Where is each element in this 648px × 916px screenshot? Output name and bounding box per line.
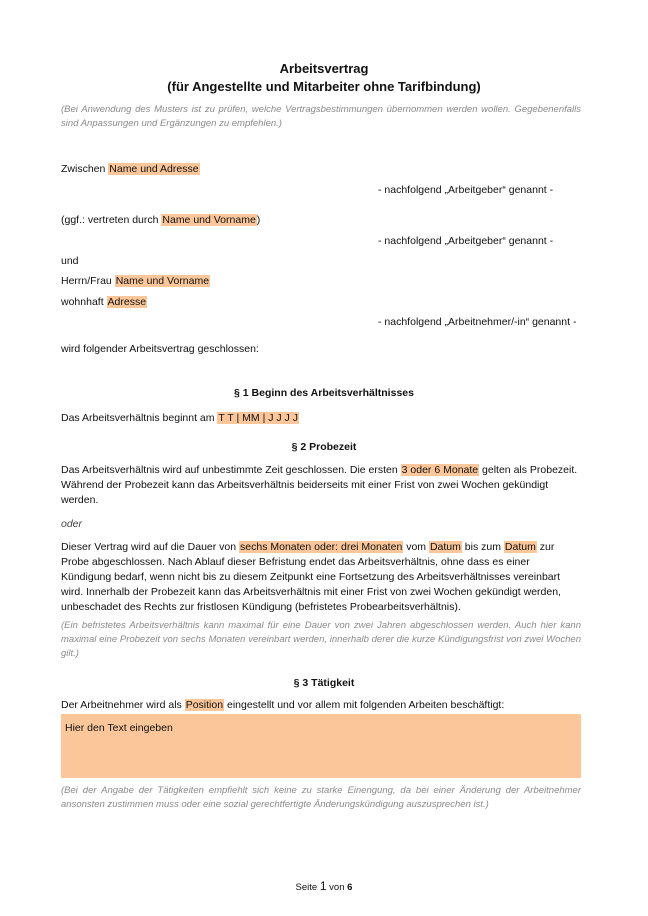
- intro-note: (Bei Anwendung des Musters ist zu prüfen, welche Vertragsbestimmungen übernommen werden wollen. Gegebenenfalls sind Anpassungen und Ergänzungen zu empfehlen.): [61, 104, 581, 129]
- represented-suffix: ): [256, 214, 261, 226]
- fixed-term-duration-field[interactable]: sechs Monaten oder: drei Monaten: [240, 541, 403, 553]
- section1-heading: § 1 Beginn des Arbeitsverhältnisses: [234, 387, 414, 399]
- employer-name-address-field[interactable]: Name und Adresse: [109, 163, 199, 175]
- residence-line: [61, 295, 581, 310]
- p2-text-a: Dieser Vertrag wird auf die Dauer von: [61, 541, 240, 553]
- person-prefix: Herrn/Frau: [61, 275, 115, 287]
- start-date-field[interactable]: T T | MM | J J J J: [218, 412, 298, 424]
- section2-paragraph-1: [61, 463, 581, 508]
- section2-heading: § 2 Probezeit: [291, 441, 357, 453]
- page-footer: [0, 879, 648, 893]
- probation-duration-field[interactable]: 3 oder 6 Monate: [401, 464, 479, 476]
- page-current: 1: [319, 879, 327, 893]
- and-text: und: [61, 255, 79, 267]
- section1-text: [61, 411, 581, 426]
- page-total: 6: [347, 882, 353, 893]
- between-line: [61, 162, 581, 177]
- or-text: oder: [61, 518, 83, 530]
- section2-note: (Ein befristetes Arbeitsverhältnis kann maximal für eine Dauer von zwei Jahren abgeschlossen werden. Auch hier kann maximal eine Probezeit von sechs Monaten vereinbart werden, innerhalb derer die kurze Kündigungsfrist von zwei Wochen gilt.): [61, 620, 581, 659]
- from-date-field[interactable]: Datum: [429, 541, 461, 553]
- p2-text-c: bis zum: [461, 541, 504, 553]
- representative-name-field[interactable]: Name und Vorname: [162, 214, 256, 226]
- employee-label: - nachfolgend „Arbeitnehmer/-in“ genannt -: [378, 316, 577, 328]
- document-title: Arbeitsvertrag: [279, 61, 369, 76]
- p2-text-b: vom: [403, 541, 429, 553]
- residence-prefix: wohnhaft: [61, 296, 107, 308]
- concluded-text: wird folgender Arbeitsvertrag geschlossen:: [61, 343, 259, 355]
- page-label: Seite: [295, 882, 320, 893]
- employee-address-field[interactable]: Adresse: [107, 296, 147, 308]
- start-date-prefix: Das Arbeitsverhältnis beginnt am: [61, 412, 218, 424]
- employer-label-2: - nachfolgend „Arbeitgeber“ genannt -: [378, 235, 554, 247]
- to-date-field[interactable]: Datum: [504, 541, 536, 553]
- section3-note: (Bei der Angabe der Tätigkeiten empfiehlt sich keine zu starke Einengung, da bei einer Änderung der Arbeitnehmer ansonsten zustimmen muss oder eine sozial gerechtfertigte Änderungskündigung auszusprechen ist.): [61, 785, 581, 810]
- p1-text-b: gelten als Probezeit. Während der Probezeit kann das Arbeitsverhältnis beiderseits mit einer Frist von zwei Wochen gekündigt werden.: [61, 464, 578, 506]
- employee-name-field[interactable]: Name und Vorname: [115, 275, 210, 287]
- position-field[interactable]: Position: [185, 699, 224, 711]
- represented-prefix: (ggf.: vertreten durch: [61, 214, 162, 226]
- employer-label-1: - nachfolgend „Arbeitgeber“ genannt -: [378, 184, 554, 196]
- page-of: von: [326, 882, 348, 893]
- person-line: [61, 274, 581, 289]
- section3-text: [61, 698, 581, 713]
- position-prefix: Der Arbeitnehmer wird als: [61, 699, 185, 711]
- position-suffix: eingestellt und vor allem mit folgenden Arbeiten beschäftigt:: [224, 699, 505, 711]
- p1-text-a: Das Arbeitsverhältnis wird auf unbestimmte Zeit geschlossen. Die ersten: [61, 464, 401, 476]
- section2-paragraph-2: [61, 540, 581, 615]
- represented-line: [61, 213, 581, 228]
- section3-heading: § 3 Tätigkeit: [293, 677, 355, 689]
- document-subtitle: (für Angestellte und Mitarbeiter ohne Tarifbindung): [167, 79, 481, 94]
- between-prefix: Zwischen: [61, 163, 109, 175]
- activities-textbox[interactable]: Hier den Text eingeben: [61, 714, 581, 778]
- p2-text-d: zur Probe abgeschlossen. Nach Ablauf dieser Befristung endet das Arbeitsverhältnis, ohne dass es einer Kündigung bedarf, wenn nicht bis zu diesem Zeitpunkt eine Fortsetzung des Arbeitsverhältnisses vereinbart wird. Innerhalb der Probezeit kann das Arbeitsverhältnis mit einer Frist von zwei Wochen gekündigt werden, unbeschadet des Rechts zur fristlosen Kündigung (befristetes Probearbeitsverhältnis).: [61, 541, 561, 613]
